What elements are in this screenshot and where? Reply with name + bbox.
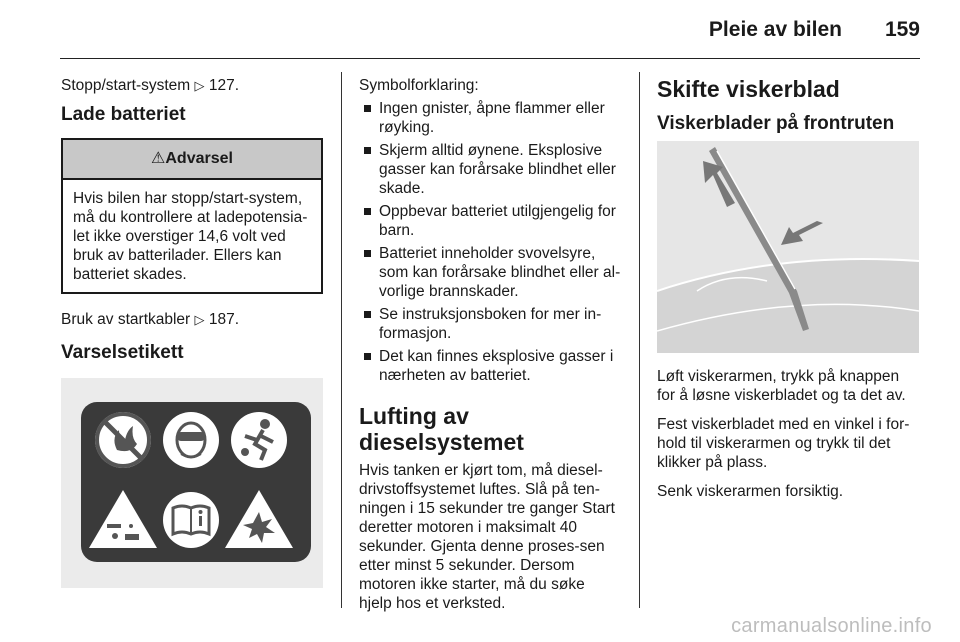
heading-varselsetikett: Varselsetikett — [61, 342, 184, 363]
stopp-start-link[interactable]: 127. — [208, 77, 240, 94]
right-column — [657, 76, 919, 511]
list-item: Oppbevar batteriet utilgjengelig for barn. — [363, 202, 621, 240]
warning-box — [61, 138, 323, 294]
page-ref-arrow-icon: ▷ — [194, 312, 205, 327]
legend-title: Symbolforklaring: — [359, 77, 479, 94]
column-divider-1 — [341, 72, 342, 608]
eye-protection-icon — [163, 412, 219, 468]
list-item: Det kan finnes eksplosive gasser i nærheten av batteriet. — [363, 347, 621, 385]
heading-frontrute: Viskerblader på frontruten — [657, 113, 895, 134]
heading-lade-batteriet: Lade batteriet — [61, 104, 186, 125]
header-title: Pleie av bilen — [708, 18, 842, 41]
header-rule — [60, 58, 920, 59]
list-item: Batteriet inneholder svovelsyre, som kan forårsake blindhet eller al-vorlige brannskader. — [363, 244, 621, 301]
list-item: Se instruksjonsboken for mer in-formasjon. — [363, 305, 621, 343]
instruction-2: Fest viskerbladet med en vinkel i for-hold til viskerarmen og trykk til det klikker på plass. — [657, 416, 910, 471]
wiper-blade-image — [657, 141, 919, 353]
warning-header: ⚠Advarsel — [63, 140, 321, 180]
column-divider-2 — [639, 72, 640, 608]
diesel-text: Hvis tanken er kjørt tom, må diesel-drivstoffsystemet luftes. Slå på ten-ningen i 15 sekunder tre ganger Start deretter motoren i maksimalt 40 sekunder. Gjenta denne proses-sen etter minst 5 sekunder. Dersom motoren ikke starter, må du søke hjelp hos et verksted. — [359, 462, 615, 612]
symbol-legend-list — [359, 99, 621, 385]
no-fire-icon — [95, 412, 151, 468]
startkabler-link[interactable]: 187. — [208, 311, 240, 328]
page-ref-arrow-icon: ▷ — [194, 78, 205, 93]
startkabler-reference: Bruk av startkabler ▷ 187. — [61, 311, 240, 328]
left-column — [61, 76, 323, 588]
stopp-start-reference: Stopp/start-system ▷ 127. — [61, 77, 240, 94]
instruction-3: Senk viskerarmen forsiktig. — [657, 483, 844, 500]
instruction-1: Løft viskerarmen, trykk på knappen for å løsne viskerbladet og ta det av. — [657, 368, 906, 404]
watermark: carmanualsonline.info — [731, 615, 932, 637]
middle-column — [359, 76, 621, 623]
warning-triangle-icon: ⚠ — [151, 150, 166, 167]
heading-skifte-viskerblad: Skifte viskerblad — [657, 76, 840, 102]
keep-from-children-icon — [231, 412, 287, 468]
warning-text: Hvis bilen har stopp/start-system, må du kontrollere at ladepotensia-let ikke overstiger 14,6 volt ved bruk av batterilader. Ellers kan batteriet skades. — [73, 190, 308, 283]
battery-warning-label-image — [61, 378, 323, 588]
page-number: 159 — [884, 18, 920, 41]
heading-diesel: Lufting av dieselsystemet — [359, 403, 524, 455]
page-header — [0, 0, 960, 60]
list-item: Skjerm alltid øynene. Eksplosive gasser kan forårsake blindhet eller skade. — [363, 141, 621, 198]
read-manual-icon — [163, 492, 219, 548]
list-item: Ingen gnister, åpne flammer eller røyking. — [363, 99, 621, 137]
